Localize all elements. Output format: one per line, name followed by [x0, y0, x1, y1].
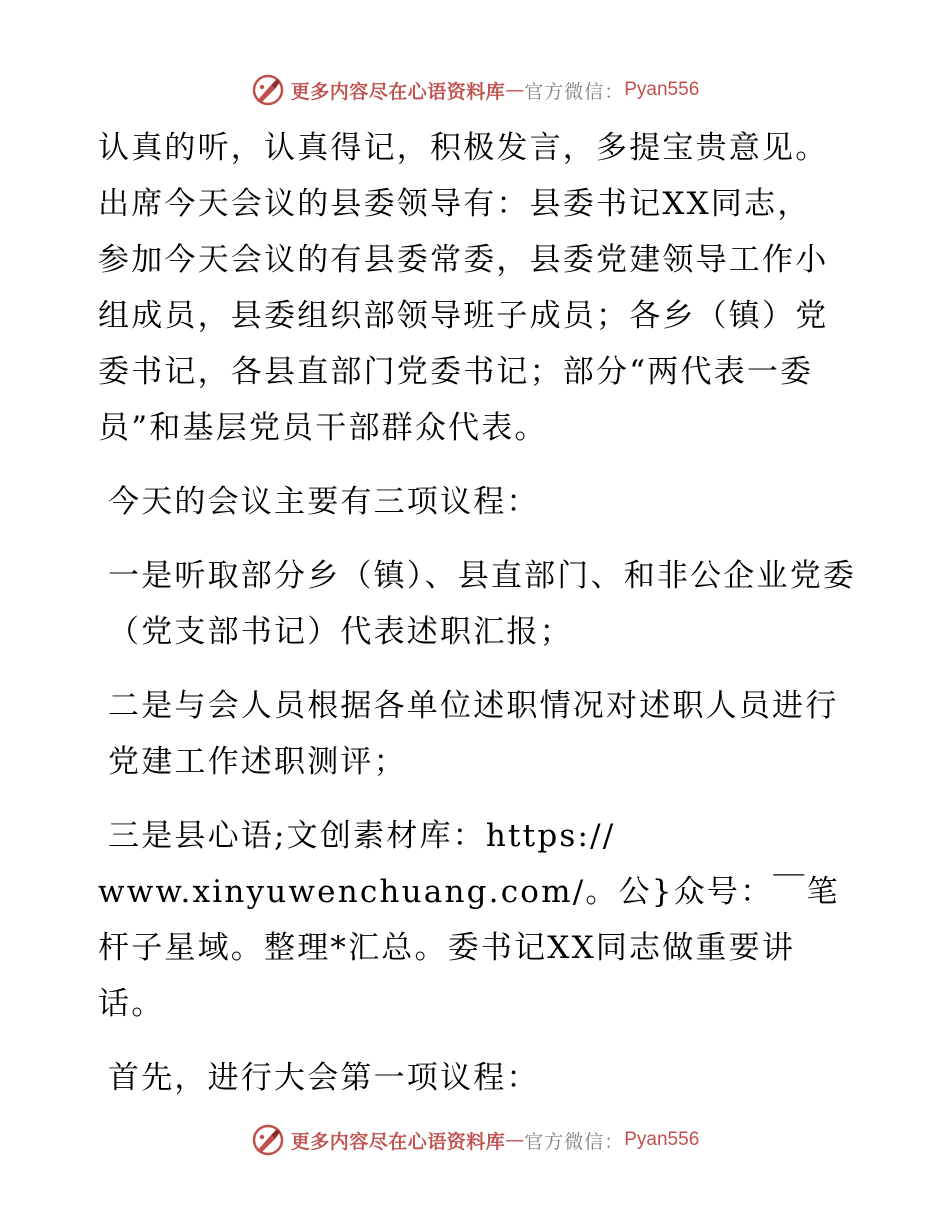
paragraph-2: 出席今天会议的县委领导有：县委书记XX同志， — [98, 186, 811, 222]
header-wechat-id: Pyan556 — [624, 79, 700, 100]
header-wechat-label: 官方微信： — [524, 80, 625, 103]
pen-nib-logo-icon — [251, 73, 285, 107]
document-body — [98, 120, 858, 1106]
footer-wechat-id: Pyan556 — [624, 1129, 700, 1150]
footer-wechat-label: 官方微信： — [524, 1130, 625, 1153]
paragraph-7-line-1: 三是县心语;文创素材库：https:// — [108, 818, 616, 854]
header-separator: — — [505, 79, 525, 101]
pen-nib-logo-icon — [251, 1123, 285, 1157]
paragraph-5: 一是听取部分乡（镇）、县直部门、和非公企业党委（党支部书记）代表述职汇报； — [108, 558, 857, 650]
paragraph-8: 首先，进行大会第一项议程： — [108, 1060, 540, 1096]
paragraph-6: 二是与会人员根据各单位述职情况对述职人员进行党建工作述职测评； — [108, 688, 839, 780]
footer-separator: — — [505, 1129, 525, 1151]
header-site-text: 更多内容尽在心语资料库 — [290, 80, 506, 103]
header-banner — [0, 70, 950, 110]
paragraph-3: 参加今天会议的有县委常委，县委党建领导工作小组成员，县委组织部领导班子成员；各乡（镇）党委书记，各县直部门党委书记；部分“两代表一委员”和基层党员干部群众代表。 — [98, 242, 829, 446]
footer-site-text: 更多内容尽在心语资料库 — [290, 1130, 506, 1153]
footer-banner — [0, 1120, 950, 1160]
paragraph-4: 今天的会议主要有三项议程： — [108, 484, 540, 520]
paragraph-1: 认真的听，认真得记，积极发言，多提宝贵意见。 — [98, 130, 829, 166]
paragraph-7-line-2: www.xinyuwenchuang.com/。公}众号：￣笔杆子星域。整理*汇总。委书记XX同志做重要讲话。 — [98, 874, 840, 1022]
